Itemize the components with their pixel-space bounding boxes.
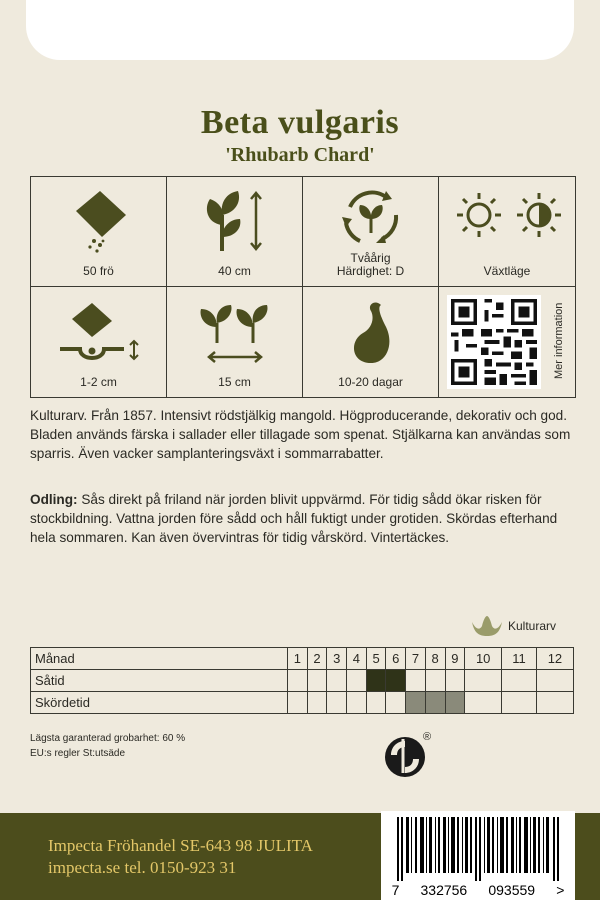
heritage-badge [470,614,556,638]
hang-hole [26,0,574,60]
germination-info [30,731,185,761]
spacing-cell [167,287,303,397]
crown-icon [470,614,504,638]
germination-rate: Lägsta garanterad grobarhet: 60 % [30,733,186,744]
calendar-cell [307,692,327,714]
calendar-cell [347,692,367,714]
cultivation-body: Sås direkt på friland när jorden blivit uppvärmd. För tidig sådd ökar risken för stockbildning. Vattna jorden före sådd och håll fuktigt under grotiden. Skördas efterhand hela sommaren. Kan även övervintras för tidig vårskörd. Vintertäckes. [30,492,558,545]
month-cell: 9 [445,648,465,670]
regulation-text: EU:s regler St:utsäde [30,748,126,759]
spacing-label: 15 cm [218,375,251,389]
calendar-header-row [31,648,574,670]
sowing-depth-cell [31,287,167,397]
month-cell: 1 [288,648,308,670]
icon-grid [30,176,576,398]
calendar-cell [465,670,502,692]
cultivation-text [30,490,574,547]
calendar-cell [307,670,327,692]
calendar-cell [465,692,502,714]
barcode-digit-group: 7 [391,882,400,898]
month-label: Månad [31,648,288,670]
month-cell: 6 [386,648,406,670]
sowing-calendar [30,647,574,714]
month-cell: 5 [366,648,386,670]
calendar-cell [536,670,573,692]
month-cell: 12 [536,648,573,670]
calendar-cell [502,692,537,714]
registered-mark: ® [423,731,432,743]
barcode-bars [381,811,575,881]
harvest-row [31,692,574,714]
company-address [48,835,313,879]
month-cell: 8 [425,648,445,670]
barcode-digit-group: 332756 [420,882,468,898]
calendar-cell [327,670,347,692]
height-label: 40 cm [218,264,251,278]
month-cell: 10 [465,648,502,670]
barcode-number [381,882,575,898]
germination-days-icon [341,295,401,367]
harvest-row-label: Skördetid [31,692,288,714]
sowing-depth-label: 1-2 cm [80,375,117,389]
seed-count-label: 50 frö [83,264,114,278]
calendar-cell [536,692,573,714]
germination-label: 10-20 dagar [338,375,403,389]
lifecycle-cell [303,177,439,287]
barcode [381,811,575,900]
recycle-mark [383,733,439,784]
cultivation-heading: Odling: [30,492,78,507]
plant-spacing-icon [193,295,277,367]
calendar-cell [347,670,367,692]
barcode-digit-group: 093559 [488,882,536,898]
sowing-month-marked [366,670,386,692]
calendar-cell [327,692,347,714]
harvest-month-marked [406,692,426,714]
sowing-depth-icon [54,295,144,367]
contact-line: impecta.se tel. 0150-923 31 [48,858,237,877]
heritage-label: Kulturarv [508,619,557,633]
qr-code-icon[interactable] [447,295,541,389]
lifecycle-label: Tvåårig Härdighet: D [336,251,405,278]
description: Kulturarv. Från 1857. Intensivt rödstjälkig mangold. Högproducerande, dekorativ och god. Bladen används färska i sallader eller tillagade som spenat. Stjälkarna kan användas som sparris. Även vacker samplanteringsväxt i sommarrabatter. [30,408,571,461]
month-cell: 4 [347,648,367,670]
month-cell: 7 [406,648,426,670]
seed-packet-icon [64,185,134,257]
month-cell: 2 [307,648,327,670]
month-cell: 3 [327,648,347,670]
sun-partial-shade-icon [447,185,567,245]
sowing-row-label: Såtid [31,670,288,692]
calendar-cell [445,670,465,692]
calendar-cell [502,670,537,692]
harvest-month-marked [445,692,465,714]
latin-name: Beta vulgaris [200,104,400,141]
address-line: Impecta Fröhandel SE-643 98 JULITA [48,836,313,855]
sowing-month-marked [386,670,406,692]
biennial-cycle-icon [336,185,406,249]
plant-height-icon [200,185,270,257]
seed-count-cell [31,177,167,287]
exposure-cell [439,177,575,287]
exposure-label: Växtläge [483,264,531,278]
barcode-digit-group: > [556,882,565,898]
qr-label: Mer information [553,302,565,380]
qr-cell[interactable] [439,287,575,397]
variety-name: 'Rhubarb Chard' [225,144,375,166]
calendar-cell [386,692,406,714]
harvest-month-marked [425,692,445,714]
calendar-cell [366,692,386,714]
month-cell: 11 [502,648,537,670]
germination-cell [303,287,439,397]
sowing-row [31,670,574,692]
calendar-cell [425,670,445,692]
height-cell [167,177,303,287]
calendar-cell [288,692,308,714]
calendar-cell [406,670,426,692]
calendar-cell [288,670,308,692]
